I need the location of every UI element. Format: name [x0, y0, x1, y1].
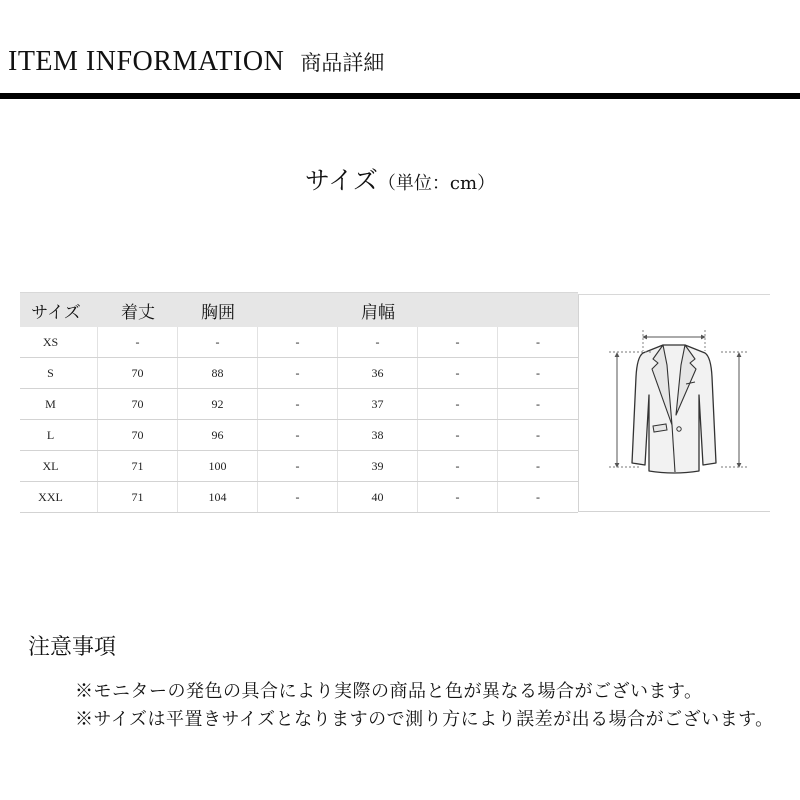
size-label-cell: M: [20, 389, 98, 419]
table-row: [20, 420, 578, 451]
table-cell: -: [258, 327, 338, 357]
table-cell: -: [536, 489, 540, 504]
table-cell: -: [418, 482, 498, 512]
size-section-title: [0, 164, 800, 198]
jacket-outline: [632, 345, 716, 473]
table-cell: -: [536, 427, 540, 442]
table-cell: 70: [98, 389, 178, 419]
table-cell: -: [338, 327, 418, 357]
table-cell: -: [258, 482, 338, 512]
table-cell: -: [98, 327, 178, 357]
table-cell: -: [258, 451, 338, 481]
table-row: [20, 358, 578, 389]
table-cell: -: [258, 358, 338, 388]
table-cell: 104: [178, 482, 258, 512]
table-cell: 38: [338, 420, 418, 450]
table-cell: 71: [98, 482, 178, 512]
size-label-cell: L: [20, 420, 98, 450]
table-cell: -: [418, 389, 498, 419]
column-header: 着丈: [121, 302, 155, 323]
table-cell: -: [258, 389, 338, 419]
column-header: 肩幅: [361, 302, 395, 323]
table-cell: 37: [338, 389, 418, 419]
table-cell: 70: [98, 358, 178, 388]
section-header: [8, 42, 384, 82]
table-cell: 36: [338, 358, 418, 388]
table-row: [20, 451, 578, 482]
table-cell: 71: [98, 451, 178, 481]
section-title-ja: 商品詳細: [300, 51, 385, 75]
note-item: ※サイズは平置きサイズとなりますので測り方により誤差が出る場合がございます。: [75, 709, 774, 730]
size-label-cell: S: [20, 358, 98, 388]
size-label-cell: XXL: [20, 482, 98, 512]
length-measure-arrow-right: [721, 352, 747, 467]
table-cell: -: [418, 451, 498, 481]
table-header-row: [20, 293, 578, 327]
size-title-label: サイズ: [304, 166, 378, 195]
note-item: ※モニターの発色の具合により実際の商品と色が異なる場合がございます。: [75, 681, 703, 702]
column-header: [498, 293, 578, 327]
column-header: [418, 293, 498, 327]
jacket-pocket-flap: [653, 424, 667, 432]
jacket-illustration: [578, 294, 770, 512]
size-table: [20, 292, 578, 513]
table-cell: -: [418, 420, 498, 450]
table-row: [20, 327, 578, 358]
notes-title: 注意事項: [28, 635, 117, 660]
size-unit-label: （単位：cm）: [377, 173, 496, 194]
table-cell: -: [418, 327, 498, 357]
table-cell: 40: [338, 482, 418, 512]
table-cell: -: [536, 365, 540, 380]
table-row: [20, 482, 578, 513]
table-cell: -: [536, 396, 540, 411]
table-cell: 70: [98, 420, 178, 450]
table-cell: 100: [178, 451, 258, 481]
table-cell: -: [178, 327, 258, 357]
jacket-measurement-icon: [579, 295, 771, 512]
table-cell: -: [418, 358, 498, 388]
table-cell: -: [536, 334, 540, 349]
column-header: サイズ: [31, 302, 81, 323]
size-label-cell: XL: [20, 451, 98, 481]
column-header: 胸囲: [201, 302, 235, 323]
size-label-cell: XS: [20, 327, 98, 357]
column-header: [258, 293, 338, 327]
section-title-en: ITEM INFORMATION: [8, 46, 285, 77]
table-row: [20, 389, 578, 420]
table-cell: 39: [338, 451, 418, 481]
table-cell: 88: [178, 358, 258, 388]
table-cell: -: [536, 458, 540, 473]
table-cell: -: [258, 420, 338, 450]
notes-list: [75, 678, 795, 734]
header-divider: [0, 93, 800, 99]
table-cell: 92: [178, 389, 258, 419]
table-cell: 96: [178, 420, 258, 450]
